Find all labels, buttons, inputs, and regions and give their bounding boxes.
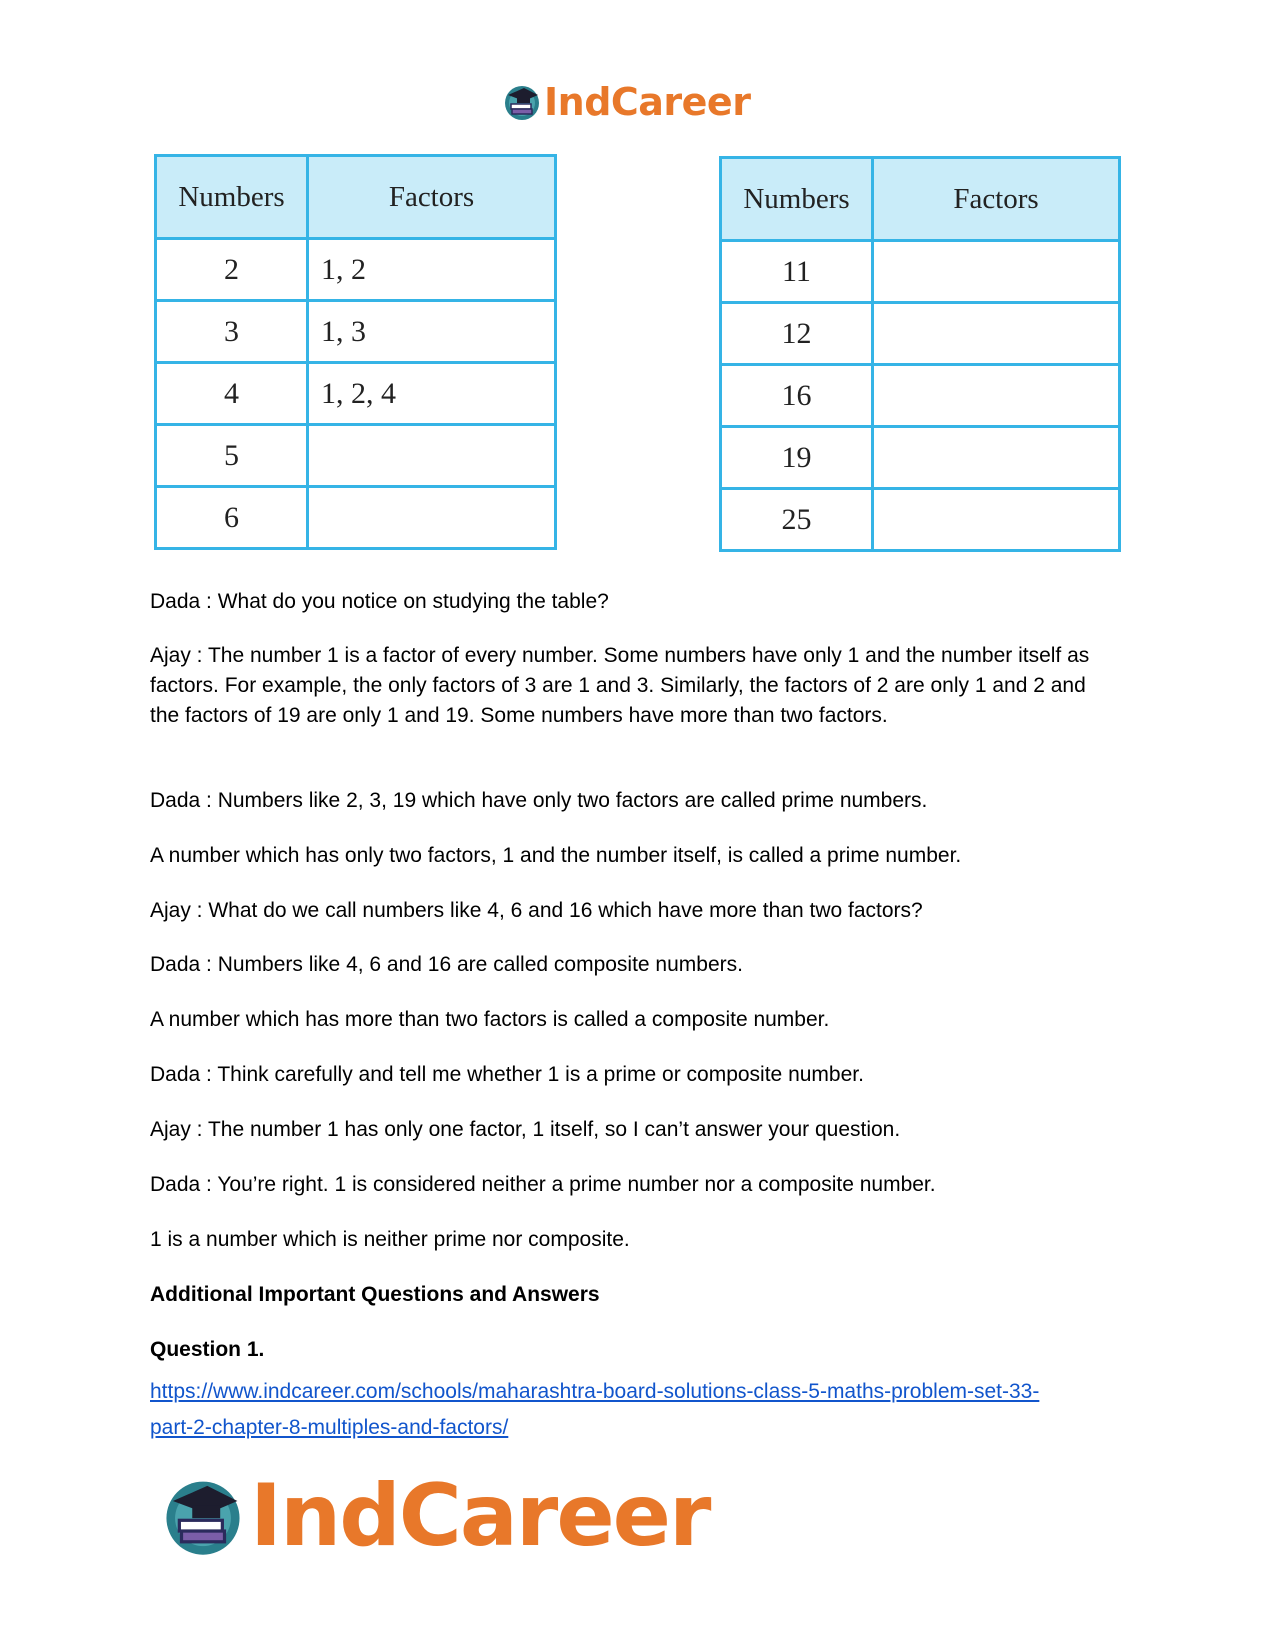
factors-cell	[873, 365, 1120, 427]
article-link-line1[interactable]: https://www.indcareer.com/schools/maharashtra-board-solutions-class-5-maths-problem-set-33-	[150, 1380, 1040, 1403]
factors-cell	[873, 489, 1120, 551]
section-heading: Additional Important Questions and Answers	[150, 1283, 600, 1306]
indcareer-wordmark: IndCareer	[250, 1466, 710, 1566]
number-cell: 6	[156, 487, 308, 549]
number-cell: 16	[721, 365, 873, 427]
number-cell: 12	[721, 303, 873, 365]
number-cell: 25	[721, 489, 873, 551]
table-header-row	[721, 158, 1120, 241]
factors-cell: 1, 2	[308, 239, 556, 301]
table-header-row	[156, 156, 556, 239]
header-numbers: Numbers	[721, 158, 873, 241]
indcareer-logo-bottom	[160, 1466, 709, 1566]
factors-cell	[873, 303, 1120, 365]
factors-table-left	[154, 154, 557, 550]
paragraph: 1 is a number which is neither prime nor composite.	[150, 1228, 630, 1251]
number-cell: 4	[156, 363, 308, 425]
paragraph: Dada : Numbers like 4, 6 and 16 are called composite numbers.	[150, 953, 743, 976]
header-factors: Factors	[873, 158, 1120, 241]
number-cell: 2	[156, 239, 308, 301]
paragraph: Ajay : The number 1 has only one factor, 1 itself, so I can’t answer your question.	[150, 1118, 901, 1141]
table-row	[156, 487, 556, 549]
table-row	[156, 363, 556, 425]
table-row	[156, 425, 556, 487]
number-cell: 5	[156, 425, 308, 487]
table-row	[721, 427, 1120, 489]
factors-cell	[308, 425, 556, 487]
article-link-line2[interactable]: part-2-chapter-8-multiples-and-factors/	[150, 1416, 509, 1439]
paragraph: Dada : Numbers like 2, 3, 19 which have only two factors are called prime numbers.	[150, 789, 928, 812]
header-numbers: Numbers	[156, 156, 308, 239]
header-factors: Factors	[308, 156, 556, 239]
indcareer-logo-top	[502, 80, 750, 124]
paragraph: Ajay : What do we call numbers like 4, 6 and 16 which have more than two factors?	[150, 899, 923, 922]
factors-cell	[873, 427, 1120, 489]
factors-cell: 1, 3	[308, 301, 556, 363]
paragraph: A number which has only two factors, 1 and the number itself, is called a prime number.	[150, 844, 962, 867]
factors-cell: 1, 2, 4	[308, 363, 556, 425]
factors-cell	[873, 241, 1120, 303]
graduation-book-icon	[502, 82, 542, 122]
paragraph: Dada : Think carefully and tell me whether 1 is a prime or composite number.	[150, 1063, 864, 1086]
factors-cell	[308, 487, 556, 549]
paragraph: Dada : What do you notice on studying the table?	[150, 590, 609, 613]
indcareer-wordmark: IndCareer	[544, 80, 751, 124]
table-row	[721, 303, 1120, 365]
paragraph: Ajay : The number 1 is a factor of every number. Some numbers have only 1 and the number itself as factors. For example, the only factors of 3 are 1 and 3. Similarly, the factors of 2 are only 1 and 2 and the factors of 19 are only 1 and 19. Some numbers have more than two factors.	[150, 644, 1090, 727]
paragraph: Dada : You’re right. 1 is considered neither a prime number nor a composite number.	[150, 1173, 936, 1196]
paragraph: A number which has more than two factors is called a composite number.	[150, 1008, 830, 1031]
table-row	[156, 239, 556, 301]
table-row	[721, 489, 1120, 551]
number-cell: 11	[721, 241, 873, 303]
table-row	[721, 241, 1120, 303]
number-cell: 3	[156, 301, 308, 363]
number-cell: 19	[721, 427, 873, 489]
article-link[interactable]	[150, 1374, 1130, 1446]
table-row	[721, 365, 1120, 427]
graduation-book-icon	[160, 1473, 246, 1559]
factors-table-right	[719, 156, 1121, 552]
table-row	[156, 301, 556, 363]
question-label: Question 1.	[150, 1338, 265, 1361]
